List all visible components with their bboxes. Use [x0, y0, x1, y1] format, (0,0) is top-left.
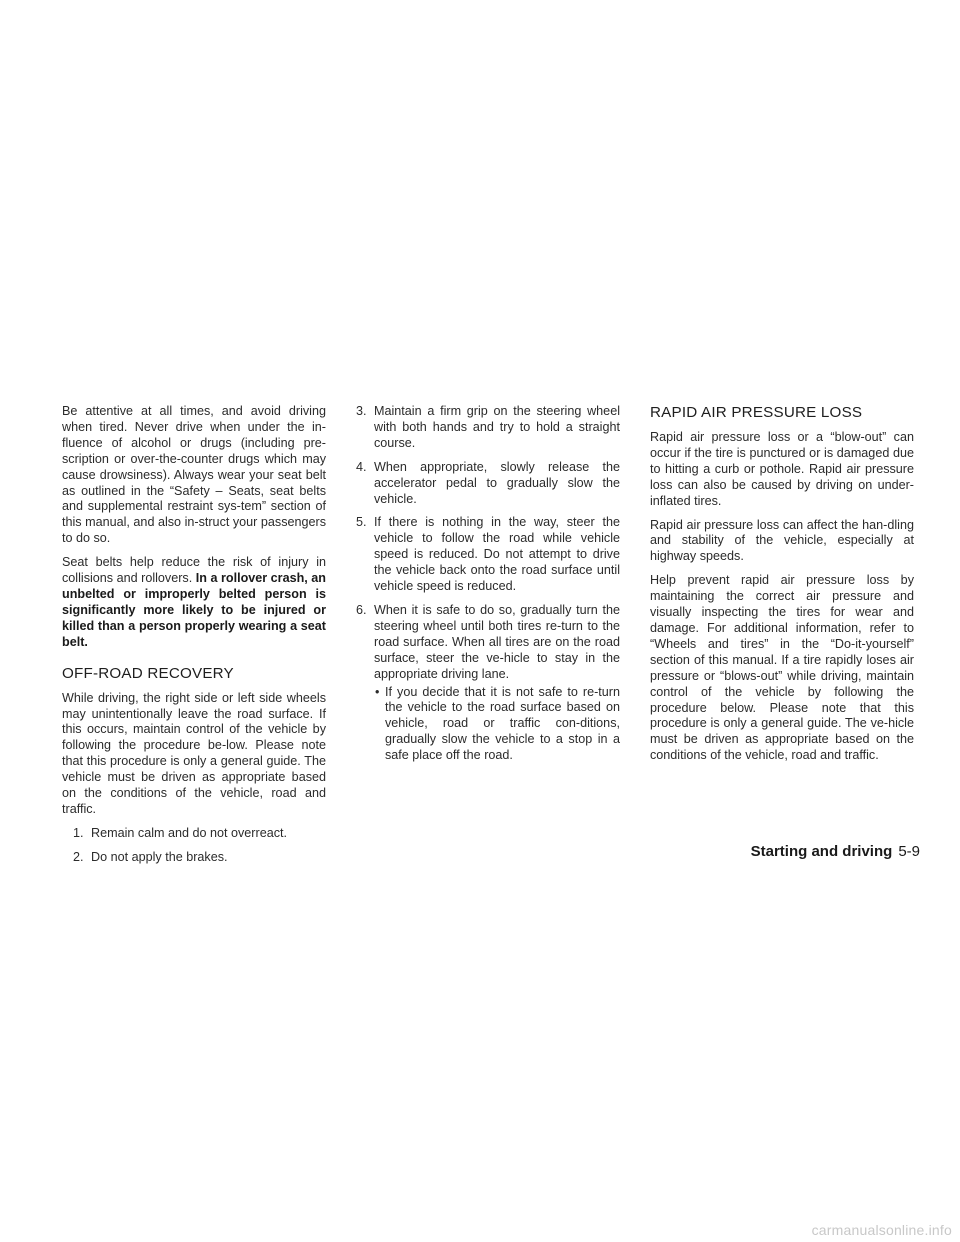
step-text: When it is safe to do so, gradually turn the steering wheel until both tires re-turn to the road surface. When all tires are on the road surface, steer the ve-hicle to stay in the appropriate driving lane.: [374, 602, 620, 681]
step-text: When appropriate, slowly release the accelerator pedal to gradually slow the vehicle.: [374, 459, 620, 506]
step-number: 2.: [73, 849, 84, 864]
step-text: Do not apply the brakes.: [91, 849, 228, 864]
step-number: 4.: [356, 459, 367, 474]
procedure-step-2: [62, 850, 326, 866]
step-text: Remain calm and do not overreact.: [91, 825, 288, 840]
column-left: [62, 404, 326, 874]
procedure-step-3: [356, 404, 620, 452]
procedure-step-4: [356, 460, 620, 508]
step-number: 3.: [356, 404, 367, 418]
seat-belt-warning: In a rollover crash, an unbelted or improperly belted person is significantly more likely to be injured or killed than a person properly wearing a seat belt.: [62, 571, 326, 649]
procedure-step-1: [62, 826, 326, 842]
bullet-marker: •: [375, 684, 380, 699]
paragraph-off-road-intro: While driving, the right side or left side wheels may unintentionally leave the road surface. If this occurs, maintain control of the vehicle by following the procedure be-low. Please note that this procedure is only a general guide. The vehicle must be driven as appropriate based on the conditions of the vehicle, road and traffic.: [62, 690, 326, 816]
seat-belt-text: Seat belts help reduce the risk of injury in collisions and rollovers.: [62, 555, 326, 586]
heading-off-road-recovery: OFF-ROAD RECOVERY: [62, 664, 234, 682]
step-number: 5.: [356, 515, 367, 530]
watermark: carmanualsonline.info: [811, 1222, 952, 1238]
page-number: 5-9: [898, 843, 920, 860]
procedure-step-6: [356, 603, 620, 683]
page-footer: [751, 843, 920, 860]
bullet-text: If you decide that it is not safe to re-turn the vehicle to the road surface based on vehicle, road or traffic con-ditions, gradually slow the vehicle to a stop in a safe place off the road.: [385, 684, 620, 763]
step-text: If there is nothing in the way, steer the vehicle to follow the road while vehicle speed is reduced. Do not attempt to drive the vehicle back onto the road surface until vehicle speed is reduced.: [374, 515, 620, 594]
column-right: [650, 404, 914, 772]
footer-section-title: Starting and driving: [750, 843, 893, 860]
procedure-bullet: [356, 685, 620, 765]
paragraph-attentive-driving: Be attentive at all times, and avoid driving when tired. Never drive when under the in-fluence of alcohol or drugs (including pre-scription or over-the-counter drugs which may cause drowsiness). Always wear your seat belt as outlined in the “Safety – Seats, seat belts and supplemental restraint sys-tem” section of this manual, and also in-struct your passengers to do so.: [62, 404, 326, 546]
procedure-step-5: [356, 515, 620, 595]
step-number: 6.: [356, 602, 367, 617]
paragraph-blowout: Rapid air pressure loss or a “blow-out” can occur if the tire is punctured or is damaged due to hitting a curb or pothole. Rapid air pressure loss can also be caused by driving on under-inflated tires.: [650, 430, 914, 508]
heading-rapid-air-pressure-loss: RAPID AIR PRESSURE LOSS: [650, 404, 863, 421]
paragraph-prevention: Help prevent rapid air pressure loss by maintaining the correct air pressure and visually inspecting the tires for wear and damage. For additional information, refer to “Wheels and tires” in the “Do-it-yourself” section of this manual. If a tire rapidly loses air pressure or “blows-out” while driving, maintain control of the vehicle by following the procedure below. Please note that this procedure is only a general guide. The ve-hicle must be driven as appropriate based on the conditions of the vehicle, road and traffic.: [650, 573, 914, 763]
column-middle: [356, 404, 620, 764]
paragraph-handling: Rapid air pressure loss can affect the han-dling and stability of the vehicle, especially at highway speeds.: [650, 517, 914, 564]
step-number: 1.: [73, 825, 84, 840]
paragraph-seat-belts: [62, 555, 326, 650]
step-text: Maintain a firm grip on the steering wheel with both hands and try to hold a straight course.: [374, 404, 620, 450]
